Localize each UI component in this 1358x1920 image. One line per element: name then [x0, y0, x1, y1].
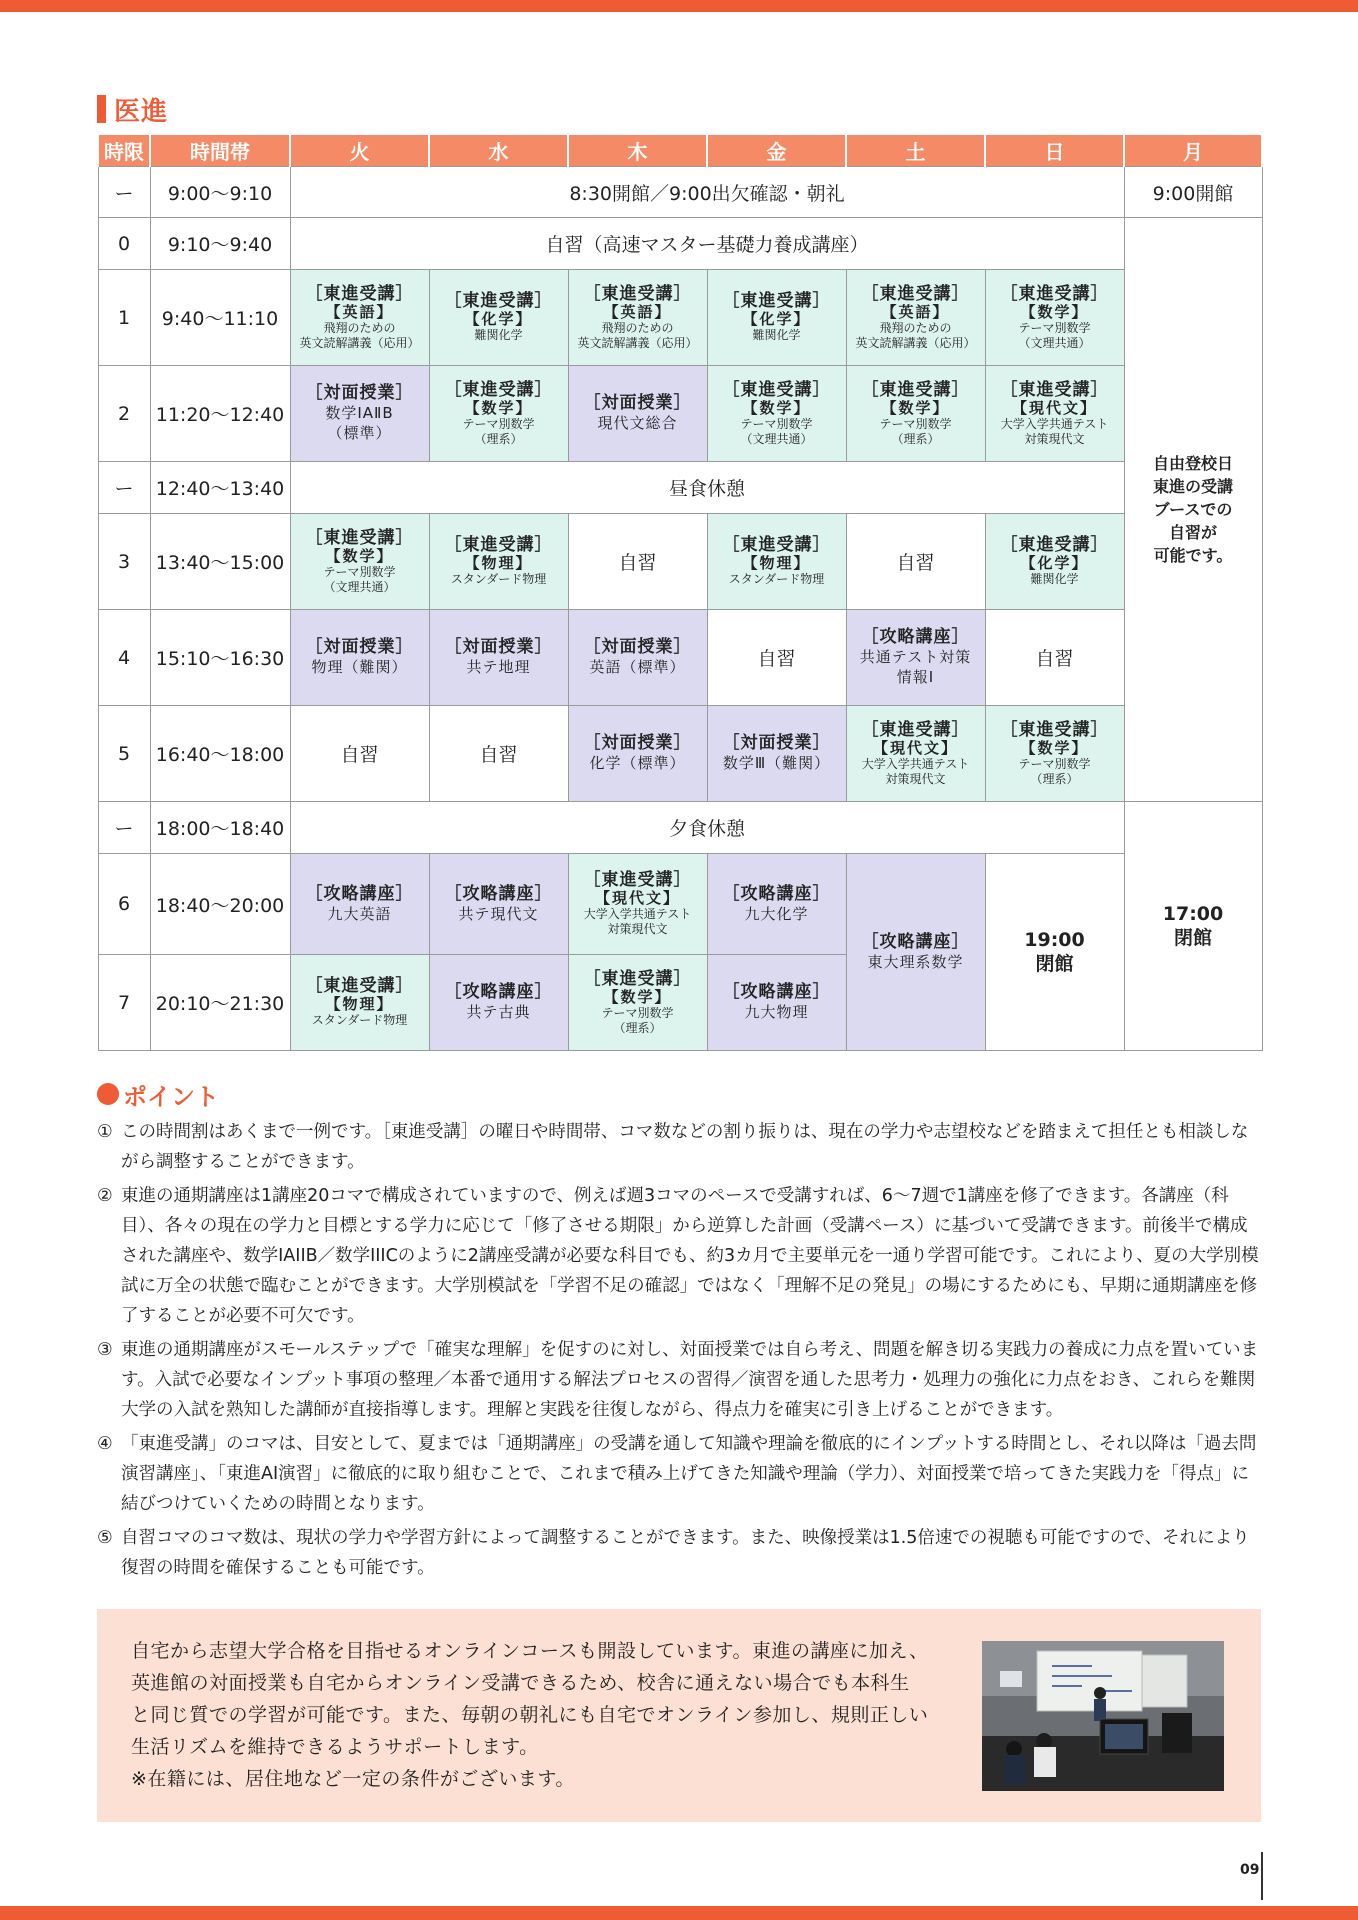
monday-note-line: ブースでの: [1153, 500, 1233, 519]
header-wed: 水: [429, 135, 568, 167]
point-text: 自習コマのコマ数は、現状の学力や学習方針によって調整することができます。また、映像授業は1.5倍速での視聴も可能ですので、それにより復習の時間を確保することも可能です。: [121, 1528, 1250, 1578]
monday-close-cell: [1124, 802, 1262, 1051]
class-cell: [846, 366, 985, 462]
course-name: 共テ現代文: [458, 904, 539, 923]
course-type-label: ［東進受講］: [444, 535, 553, 555]
monday-note-line: 可能です。: [1153, 546, 1233, 565]
class-cell: [985, 706, 1124, 802]
course-name: 情報Ⅰ: [896, 668, 935, 686]
course-type-label: ［東進受講］: [305, 283, 414, 304]
course-type-label: ［東進受講］: [1000, 283, 1109, 304]
subject-label: 【物理】: [325, 995, 394, 1013]
course-name: （理系）: [474, 431, 523, 446]
header-period: 時限: [98, 135, 150, 167]
point-number: ④: [97, 1434, 113, 1454]
point-text: 東進の通期講座は1講座20コマで構成されていますので、例えば週3コマのペースで受講すれば、6〜7週で1講座を修了できます。各講座（科目）、各々の現在の学力と目標とする学力に応じて「修了させる期限」から逆算した計画（受講ペース）に基づいて受講できます。前後半で構成された講座や、数学IAIIB／数学IIICのように2講座受講が必要な科目でも、約3カ月で主要単元を一通り学習可能です。これにより、夏の大学別模試に万全の状態で臨むことができます。大学別模試を「学習不足の確認」ではなく「理解不足の発見」の場にするためにも、早期に通期講座を修了することが必要不可欠です。: [121, 1186, 1259, 1326]
course-name: 飛翔のための: [601, 320, 674, 335]
time-cell: 12:40〜13:40: [150, 462, 290, 514]
time-cell: 9:00〜9:10: [150, 167, 290, 218]
course-name: テーマ別数学: [462, 416, 535, 431]
period-cell: 1: [98, 270, 150, 366]
section-title: [97, 92, 168, 126]
course-type-label: ［東進受講］: [1000, 379, 1109, 400]
class-cell: [707, 270, 846, 366]
timetable: [97, 135, 1263, 1051]
point-number: ①: [97, 1122, 113, 1142]
subject-label: 【数学】: [464, 398, 533, 417]
subject-label: 【数学】: [1020, 302, 1089, 321]
course-name: （標準）: [327, 424, 392, 442]
course-name: （理系）: [1030, 771, 1079, 786]
period-cell: 6: [98, 854, 150, 955]
class-cell: [707, 366, 846, 462]
course-type-label: ［攻略講座］: [722, 982, 831, 1002]
point-text: 「東進受講」のコマは、目安として、夏までは「通期講座」の受講を通して知識や理論を徹底的にインプットする時間とし、それ以降は「過去問演習講座」、「東進AI演習」に徹底的に取り組むことで、これまで積み上げてきた知識や理論（学力）、対面授業で培ってきた実践力を「得点」に結びつけていくための時間となります。: [121, 1434, 1257, 1514]
course-name: 難関化学: [474, 328, 523, 342]
course-name: 英文読解講義（応用）: [299, 335, 420, 350]
class-cell: [429, 270, 568, 366]
subject-label: 【現代文】: [594, 889, 680, 907]
point-item: [97, 1181, 1263, 1331]
course-type-label: ［東進受講］: [583, 968, 692, 989]
course-type-label: ［対面授業］: [583, 733, 692, 753]
subject-label: 【数学】: [603, 987, 672, 1006]
subject-label: 【化学】: [742, 310, 811, 328]
period-cell: ー: [98, 462, 150, 514]
course-name: 数学IAⅡB: [325, 404, 394, 422]
period-cell: 7: [98, 955, 150, 1051]
point-number: ②: [97, 1186, 113, 1206]
course-name: 東大理系数学: [867, 952, 964, 971]
course-type-label: ［対面授業］: [305, 637, 414, 657]
table-row: [98, 706, 1262, 802]
sunday-close-label: 閉館: [1035, 953, 1074, 975]
time-cell: 11:20〜12:40: [150, 366, 290, 462]
course-name: （文理共通）: [1018, 335, 1091, 350]
course-name: 共通テスト対策: [859, 648, 972, 666]
page-number-rule: [1261, 1852, 1263, 1900]
class-cell: [568, 955, 707, 1051]
info-line: と同じ質での学習が可能です。また、毎朝の朝礼にも自宅でオンライン参加し、規則正しい: [131, 1704, 929, 1726]
period-cell: ー: [98, 802, 150, 854]
time-cell: 13:40〜15:00: [150, 514, 290, 610]
info-line: 自宅から志望大学合格を目指せるオンラインコースも開設しています。東進の講座に加え、: [131, 1640, 929, 1662]
monday-note-line: 自習が: [1168, 523, 1217, 542]
course-name: 大学入学共通テスト: [861, 756, 970, 771]
course-name: 英語（標準）: [589, 658, 686, 676]
class-cell: [290, 854, 429, 955]
class-cell: [707, 955, 846, 1051]
subject-label: 【現代文】: [1011, 398, 1097, 417]
period-cell: 5: [98, 706, 150, 802]
class-cell: [707, 706, 846, 802]
course-type-label: ［東進受講］: [444, 291, 553, 311]
course-type-label: ［攻略講座］: [722, 883, 831, 904]
class-cell: [985, 366, 1124, 462]
course-type-label: ［東進受講］: [861, 379, 970, 400]
course-name: 現代文総合: [597, 414, 678, 432]
monday-note-line: 自由登校日: [1152, 454, 1233, 473]
subject-label: 【英語】: [325, 302, 394, 321]
course-name: テーマ別数学: [740, 416, 813, 431]
course-name: （文理共通）: [740, 431, 813, 446]
class-cell: [429, 514, 568, 610]
course-name: テーマ別数学: [601, 1005, 674, 1020]
point-item: [97, 1117, 1263, 1177]
class-cell: [985, 514, 1124, 610]
class-cell: [568, 270, 707, 366]
time-cell: 15:10〜16:30: [150, 610, 290, 706]
course-name: 数学Ⅲ（難関）: [722, 754, 831, 772]
course-type-label: ［東進受講］: [444, 379, 553, 400]
subject-label: 【数学】: [881, 398, 950, 417]
course-name: 化学（標準）: [589, 754, 686, 772]
sunday-close-time: 19:00: [1024, 929, 1085, 951]
class-cell: [707, 514, 846, 610]
course-name: 共テ古典: [466, 1003, 531, 1021]
subject-label: 【化学】: [464, 310, 533, 328]
point-title-text: ポイント: [123, 1082, 219, 1111]
subject-label: 【物理】: [464, 554, 533, 572]
course-name: 大学入学共通テスト: [1000, 416, 1109, 431]
course-name: 九大化学: [744, 904, 809, 923]
header-tue: 火: [290, 135, 429, 167]
online-course-info-box: [97, 1609, 1261, 1822]
period-cell: 0: [98, 218, 150, 270]
course-name: テーマ別数学: [323, 564, 396, 579]
self-study-cell: 自習: [568, 514, 707, 610]
class-cell: [429, 366, 568, 462]
subject-label: 【物理】: [742, 554, 811, 572]
class-cell: [568, 610, 707, 706]
course-name: テーマ別数学: [879, 416, 952, 431]
course-name: スタンダード物理: [311, 1013, 408, 1027]
point-item: [97, 1429, 1263, 1519]
point-number: ③: [97, 1340, 113, 1360]
title-marker: [97, 95, 106, 123]
header-sat: 土: [846, 135, 985, 167]
banner-cell: 夕食休憩: [290, 802, 1124, 854]
course-name: 物理（難関）: [311, 658, 408, 676]
self-study-cell: 自習: [985, 610, 1124, 706]
course-name: 英文読解講義（応用）: [855, 335, 976, 350]
subject-label: 【数学】: [1020, 738, 1089, 757]
classroom-photo-illustration: [982, 1641, 1224, 1791]
class-cell: [568, 366, 707, 462]
point-bullet-icon: [97, 1083, 119, 1105]
class-cell: [290, 514, 429, 610]
self-study-cell: 自習: [429, 706, 568, 802]
table-row: [98, 514, 1262, 610]
class-cell: [985, 270, 1124, 366]
point-item: [97, 1335, 1263, 1425]
course-type-label: ［攻略講座］: [305, 883, 414, 904]
header-row: [98, 135, 1262, 167]
course-type-label: ［東進受講］: [305, 527, 414, 548]
course-name: （理系）: [613, 1020, 662, 1035]
class-cell: [846, 270, 985, 366]
course-type-label: ［対面授業］: [722, 733, 831, 753]
class-cell: [846, 706, 985, 802]
time-cell: 20:10〜21:30: [150, 955, 290, 1051]
course-name: 共テ地理: [466, 658, 531, 676]
course-name: テーマ別数学: [1018, 756, 1091, 771]
sunday-close-cell: [985, 854, 1124, 1051]
subject-label: 【数学】: [325, 546, 394, 565]
time-cell: 16:40〜18:00: [150, 706, 290, 802]
course-type-label: ［東進受講］: [722, 379, 831, 400]
class-cell: [568, 706, 707, 802]
banner-cell: 昼食休憩: [290, 462, 1124, 514]
course-name: 飛翔のための: [323, 320, 396, 335]
course-type-label: ［攻略講座］: [444, 982, 553, 1002]
course-name: テーマ別数学: [1018, 320, 1091, 335]
course-type-label: ［攻略講座］: [444, 883, 553, 904]
period-cell: 3: [98, 514, 150, 610]
course-name: 大学入学共通テスト: [583, 907, 692, 921]
class-cell: [429, 955, 568, 1051]
class-cell: [846, 854, 985, 1051]
section-title-text: 医進: [114, 96, 169, 127]
time-cell: 9:10〜9:40: [150, 218, 290, 270]
point-text: 東進の通期講座がスモールステップで「確実な理解」を促すのに対し、対面授業では自ら考え、問題を解き切る実践力の養成に力点を置いています。入試で必要なインプット事項の整理／本番で通用する解法プロセスの習得／演習を通した思考力・処理力の強化に力点をおき、これらを難関大学の入試を熟知した講師が直接指導します。理解と実践を往復しながら、得点力を確実に引き上げることができます。: [121, 1340, 1259, 1420]
points-list: [97, 1117, 1263, 1587]
course-type-label: ［東進受講］: [583, 870, 692, 890]
course-name: 対策現代文: [607, 922, 668, 936]
table-row: [98, 366, 1262, 462]
course-name: 九大英語: [327, 904, 392, 923]
class-cell: [290, 366, 429, 462]
table-row: [98, 270, 1262, 366]
course-name: 九大物理: [744, 1003, 809, 1021]
course-type-label: ［対面授業］: [583, 637, 692, 657]
page-number: 09: [1240, 1862, 1260, 1878]
subject-label: 【英語】: [881, 302, 950, 321]
course-name: 対策現代文: [1024, 431, 1085, 446]
time-cell: 18:00〜18:40: [150, 802, 290, 854]
course-type-label: ［攻略講座］: [861, 627, 970, 647]
course-type-label: ［東進受講］: [861, 283, 970, 304]
course-name: 対策現代文: [885, 771, 946, 786]
class-cell: [290, 955, 429, 1051]
time-cell: 9:40〜11:10: [150, 270, 290, 366]
monday-note-cell: [1124, 218, 1262, 802]
class-cell: [429, 854, 568, 955]
course-name: スタンダード物理: [728, 572, 825, 586]
subject-label: 【化学】: [1020, 554, 1089, 572]
point-title: [97, 1077, 219, 1111]
time-cell: 18:40〜20:00: [150, 854, 290, 955]
subject-label: 【英語】: [603, 302, 672, 321]
monday-open-cell: 9:00開館: [1124, 167, 1262, 218]
table-row: [98, 218, 1262, 270]
course-type-label: ［東進受講］: [1000, 719, 1109, 740]
monday-close-time: 17:00: [1162, 903, 1224, 925]
subject-label: 【現代文】: [872, 738, 958, 757]
course-name: （文理共通）: [323, 579, 396, 594]
info-text: [131, 1635, 971, 1795]
monday-close-label: 閉館: [1173, 927, 1212, 949]
class-cell: [707, 854, 846, 955]
course-name: （理系）: [891, 431, 940, 446]
class-cell: [568, 854, 707, 955]
course-type-label: ［攻略講座］: [861, 931, 970, 952]
class-cell: [290, 610, 429, 706]
header-mon: 月: [1124, 135, 1262, 167]
info-line: ※在籍には、居住地など一定の条件がございます。: [131, 1768, 575, 1790]
table-row: [98, 854, 1262, 955]
header-thu: 木: [568, 135, 707, 167]
bottom-accent-bar: [0, 1906, 1358, 1920]
table-row: [98, 167, 1262, 218]
course-name: 英文読解講義（応用）: [577, 335, 698, 350]
class-cell: [429, 610, 568, 706]
class-cell: [846, 610, 985, 706]
self-study-cell: 自習: [290, 706, 429, 802]
period-cell: 2: [98, 366, 150, 462]
banner-cell: 自習（高速マスター基礎力養成講座）: [290, 218, 1124, 270]
course-type-label: ［東進受講］: [722, 535, 831, 555]
course-name: スタンダード物理: [450, 572, 547, 586]
point-item: [97, 1523, 1263, 1583]
header-fri: 金: [707, 135, 846, 167]
course-name: 飛翔のための: [879, 320, 952, 335]
course-type-label: ［東進受講］: [1000, 535, 1109, 555]
course-type-label: ［対面授業］: [305, 383, 414, 403]
header-time: 時間帯: [150, 135, 290, 167]
period-cell: ー: [98, 167, 150, 218]
self-study-cell: 自習: [707, 610, 846, 706]
class-cell: [290, 270, 429, 366]
subject-label: 【数学】: [742, 398, 811, 417]
course-type-label: ［東進受講］: [722, 291, 831, 311]
top-accent-bar: [0, 0, 1358, 12]
info-line: 生活リズムを維持できるようサポートします。: [131, 1736, 539, 1758]
course-type-label: ［対面授業］: [583, 393, 692, 413]
course-type-label: ［対面授業］: [444, 637, 553, 657]
table-row: [98, 462, 1262, 514]
table-row: [98, 610, 1262, 706]
classroom-photo: [982, 1641, 1224, 1791]
monday-note-line: 東進の受講: [1152, 477, 1233, 496]
period-cell: 4: [98, 610, 150, 706]
self-study-cell: 自習: [846, 514, 985, 610]
course-name: 難関化学: [752, 328, 801, 342]
header-sun: 日: [985, 135, 1124, 167]
point-number: ⑤: [97, 1528, 113, 1548]
course-type-label: ［東進受講］: [305, 976, 414, 996]
info-line: 英進館の対面授業も自宅からオンライン受講できるため、校舎に通えない場合でも本科生: [131, 1672, 910, 1694]
course-type-label: ［東進受講］: [861, 719, 970, 740]
table-row: [98, 802, 1262, 854]
course-name: 難関化学: [1030, 572, 1079, 586]
point-text: この時間割はあくまで一例です。［東進受講］の曜日や時間帯、コマ数などの割り振りは、現在の学力や志望校などを踏まえて担任とも相談しながら調整することができます。: [121, 1122, 1249, 1172]
banner-cell: 8:30開館／9:00出欠確認・朝礼: [290, 167, 1124, 218]
course-type-label: ［東進受講］: [583, 283, 692, 304]
